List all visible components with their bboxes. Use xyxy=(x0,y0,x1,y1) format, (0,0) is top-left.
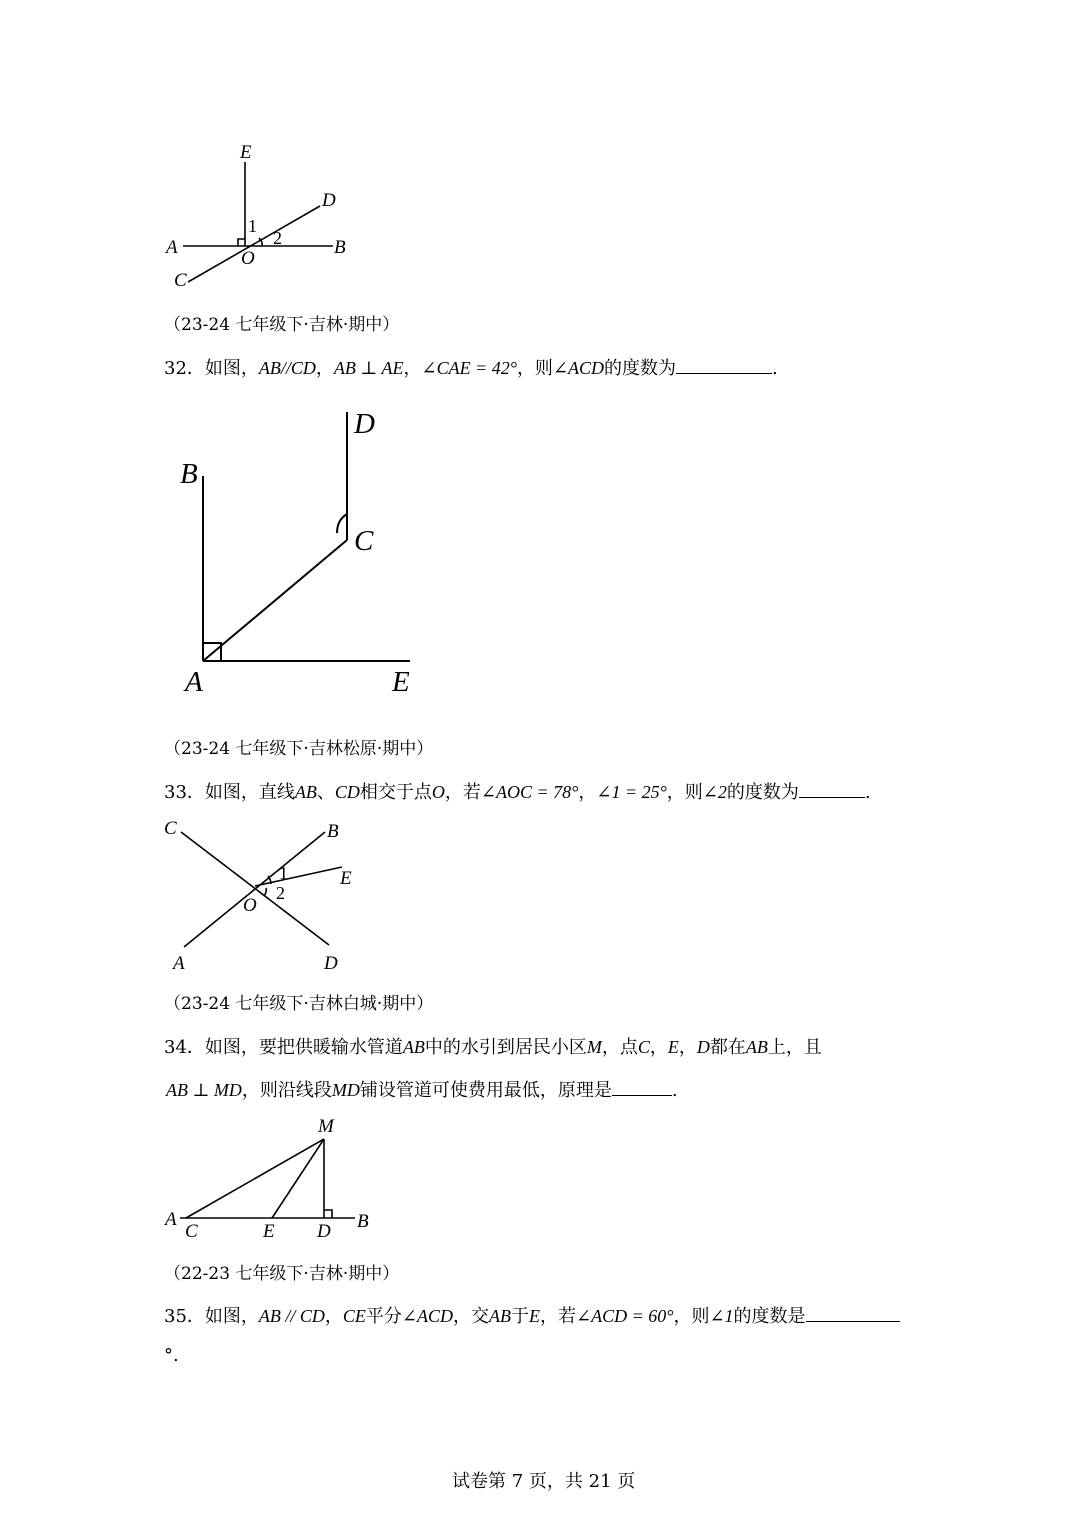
label-O: O xyxy=(243,895,257,916)
label-A: A xyxy=(166,237,178,258)
question-33: 33．如图，直线AB、CD相交于点O，若∠AOC = 78°，∠1 = 25°，则∠2的度数为 . xyxy=(164,778,871,804)
label-D: D xyxy=(322,190,336,211)
label-C: C xyxy=(174,270,187,291)
label-O: O xyxy=(241,248,255,269)
page-footer: 试卷第 7 页，共 21 页 xyxy=(452,1471,636,1492)
answer-blank[interactable] xyxy=(806,1303,900,1322)
label-E: E xyxy=(263,1221,275,1242)
answer-blank[interactable] xyxy=(612,1077,672,1096)
source-note-q31: （23-24 七年级下·吉林·期中） xyxy=(164,315,400,335)
label-angle-2: 2 xyxy=(276,883,285,903)
label-angle-2: 2 xyxy=(273,228,282,248)
figure-q32 xyxy=(170,400,430,700)
label-A: A xyxy=(173,953,185,974)
label-D: D xyxy=(354,408,375,440)
label-A: A xyxy=(165,1209,177,1230)
question-34-line-1: 34．如图，要把供暖输水管道AB中的水引到居民小区M，点C，E，D都在AB上，且 xyxy=(164,1037,822,1058)
label-E: E xyxy=(240,142,252,163)
label-D: D xyxy=(317,1221,331,1242)
label-B: B xyxy=(334,237,346,258)
answer-blank[interactable] xyxy=(799,779,865,798)
question-34-line-2: AB ⊥ MD，则沿线段MD铺设管道可使费用最低，原理是 . xyxy=(166,1076,678,1102)
label-D: D xyxy=(324,953,338,974)
source-note-q33: （23-24 七年级下·吉林白城·期中） xyxy=(164,994,434,1014)
figure-q33 xyxy=(160,815,370,980)
question-32: 32．如图，AB//CD，AB ⊥ AE，∠CAE = 42°，则∠ACD的度数为 . xyxy=(164,354,778,380)
label-A: A xyxy=(185,666,203,698)
label-C: C xyxy=(185,1221,198,1242)
label-C: C xyxy=(164,818,177,839)
label-angle-1: 1 xyxy=(279,863,288,883)
figure-q34 xyxy=(160,1110,380,1245)
label-angle-1: 1 xyxy=(248,216,257,236)
figure-q31 xyxy=(160,135,370,295)
question-35-line-1: 35．如图，AB // CD，CE平分∠ACD，交AB于E，若∠ACD = 60°，则∠1的度数是 xyxy=(164,1302,900,1328)
label-B: B xyxy=(180,458,198,490)
label-C: C xyxy=(354,525,374,557)
label-E: E xyxy=(392,666,410,698)
label-B: B xyxy=(357,1211,369,1232)
source-note-q32: （23-24 七年级下·吉林松原·期中） xyxy=(164,739,434,759)
question-35-line-2: °. xyxy=(164,1345,179,1366)
label-B: B xyxy=(327,821,339,842)
answer-blank[interactable] xyxy=(676,355,772,374)
label-E: E xyxy=(340,868,352,889)
label-M: M xyxy=(318,1116,334,1137)
source-note-q34: （22-23 七年级下·吉林·期中） xyxy=(164,1264,400,1284)
